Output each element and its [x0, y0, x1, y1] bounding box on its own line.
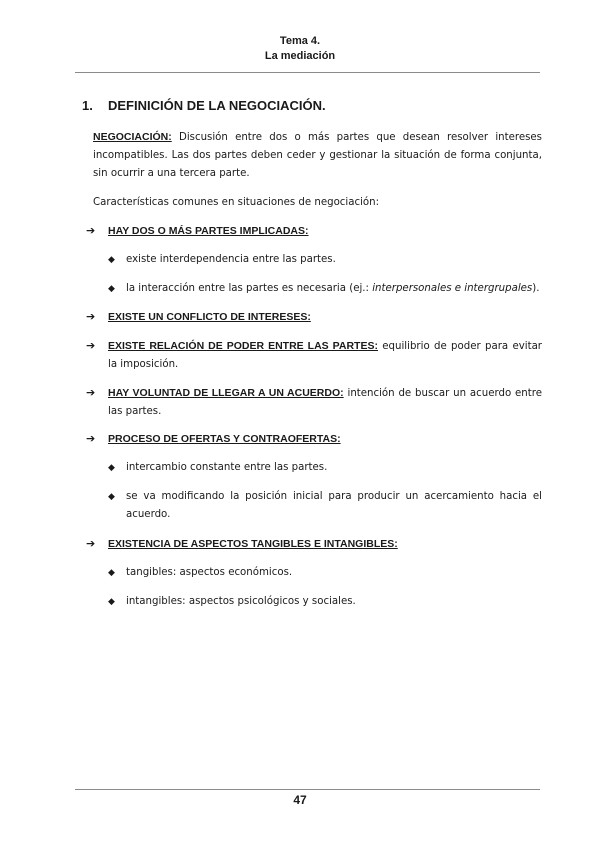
list-item	[86, 337, 542, 374]
arrow-icon: ➔	[86, 386, 96, 399]
item-label: EXISTE UN CONFLICTO DE INTERESES:	[108, 311, 311, 323]
list-item	[86, 535, 542, 554]
item-text: equilibrio de poder para evitar la imposición.	[108, 341, 542, 370]
item-label: PROCESO DE OFERTAS Y CONTRAOFERTAS:	[108, 433, 341, 445]
arrow-icon: ➔	[86, 339, 96, 352]
bullet-text-end: ).	[532, 283, 540, 294]
item-label: EXISTENCIA DE ASPECTOS TANGIBLES E INTANGIBLES:	[108, 538, 398, 550]
item-text: intención de buscar un acuerdo entre las partes.	[108, 388, 542, 417]
item-label: HAY VOLUNTAD DE LLEGAR A UN ACUERDO:	[108, 387, 344, 399]
diamond-bullet-icon: ◆	[108, 568, 115, 578]
list-item	[108, 593, 542, 611]
list-item	[108, 459, 542, 477]
item-label: EXISTE RELACIÓN DE PODER ENTRE LAS PARTES:	[108, 340, 378, 352]
header-rule	[75, 72, 540, 73]
diamond-bullet-icon: ◆	[108, 284, 115, 294]
bullet-text: tangibles: aspectos económicos.	[126, 567, 293, 578]
bullet-text: intercambio constante entre las partes.	[126, 462, 328, 473]
list-item	[86, 430, 542, 449]
bullet-text: intangibles: aspectos psicológicos y sociales.	[126, 596, 356, 607]
definition-text: Discusión entre dos o más partes que desean resolver intereses incompatibles. Las dos partes deben ceder y gestionar la situación de forma conjunta, sin ocurrir a una tercera parte.	[93, 132, 542, 179]
diamond-bullet-icon: ◆	[108, 492, 115, 502]
bullet-text: la interacción entre las partes es necesaria (ej.:	[126, 283, 373, 294]
definition-paragraph	[93, 128, 542, 183]
item-label: HAY DOS O MÁS PARTES IMPLICADAS:	[108, 225, 309, 237]
header-topic: Tema 4.	[279, 35, 321, 47]
arrow-icon: ➔	[86, 537, 96, 550]
section-title: DEFINICIÓN DE LA NEGOCIACIÓN.	[108, 98, 326, 113]
header-title: La mediación	[264, 50, 336, 62]
diamond-bullet-icon: ◆	[108, 463, 115, 473]
section-number: 1.	[82, 98, 93, 113]
list-item	[108, 488, 542, 524]
bullet-italic-text: interpersonales e intergrupales	[372, 283, 533, 294]
list-item	[108, 564, 542, 582]
intro-paragraph: Características comunes en situaciones de negociación:	[93, 197, 380, 208]
arrow-icon: ➔	[86, 224, 96, 237]
section-heading	[82, 98, 326, 113]
bullet-text: existe interdependencia entre las partes.	[126, 254, 336, 265]
list-item	[86, 222, 542, 241]
page-header	[0, 34, 600, 64]
page-number: 47	[293, 793, 307, 807]
list-item	[108, 280, 542, 298]
list-item	[86, 384, 542, 421]
arrow-icon: ➔	[86, 310, 96, 323]
diamond-bullet-icon: ◆	[108, 255, 115, 265]
definition-term: NEGOCIACIÓN:	[93, 131, 172, 143]
diamond-bullet-icon: ◆	[108, 597, 115, 607]
footer-rule	[75, 789, 540, 790]
bullet-text: se va modificando la posición inicial para producir un acercamiento hacia el acuerdo.	[126, 491, 542, 520]
list-item	[86, 308, 542, 327]
list-item	[108, 251, 542, 269]
arrow-icon: ➔	[86, 432, 96, 445]
